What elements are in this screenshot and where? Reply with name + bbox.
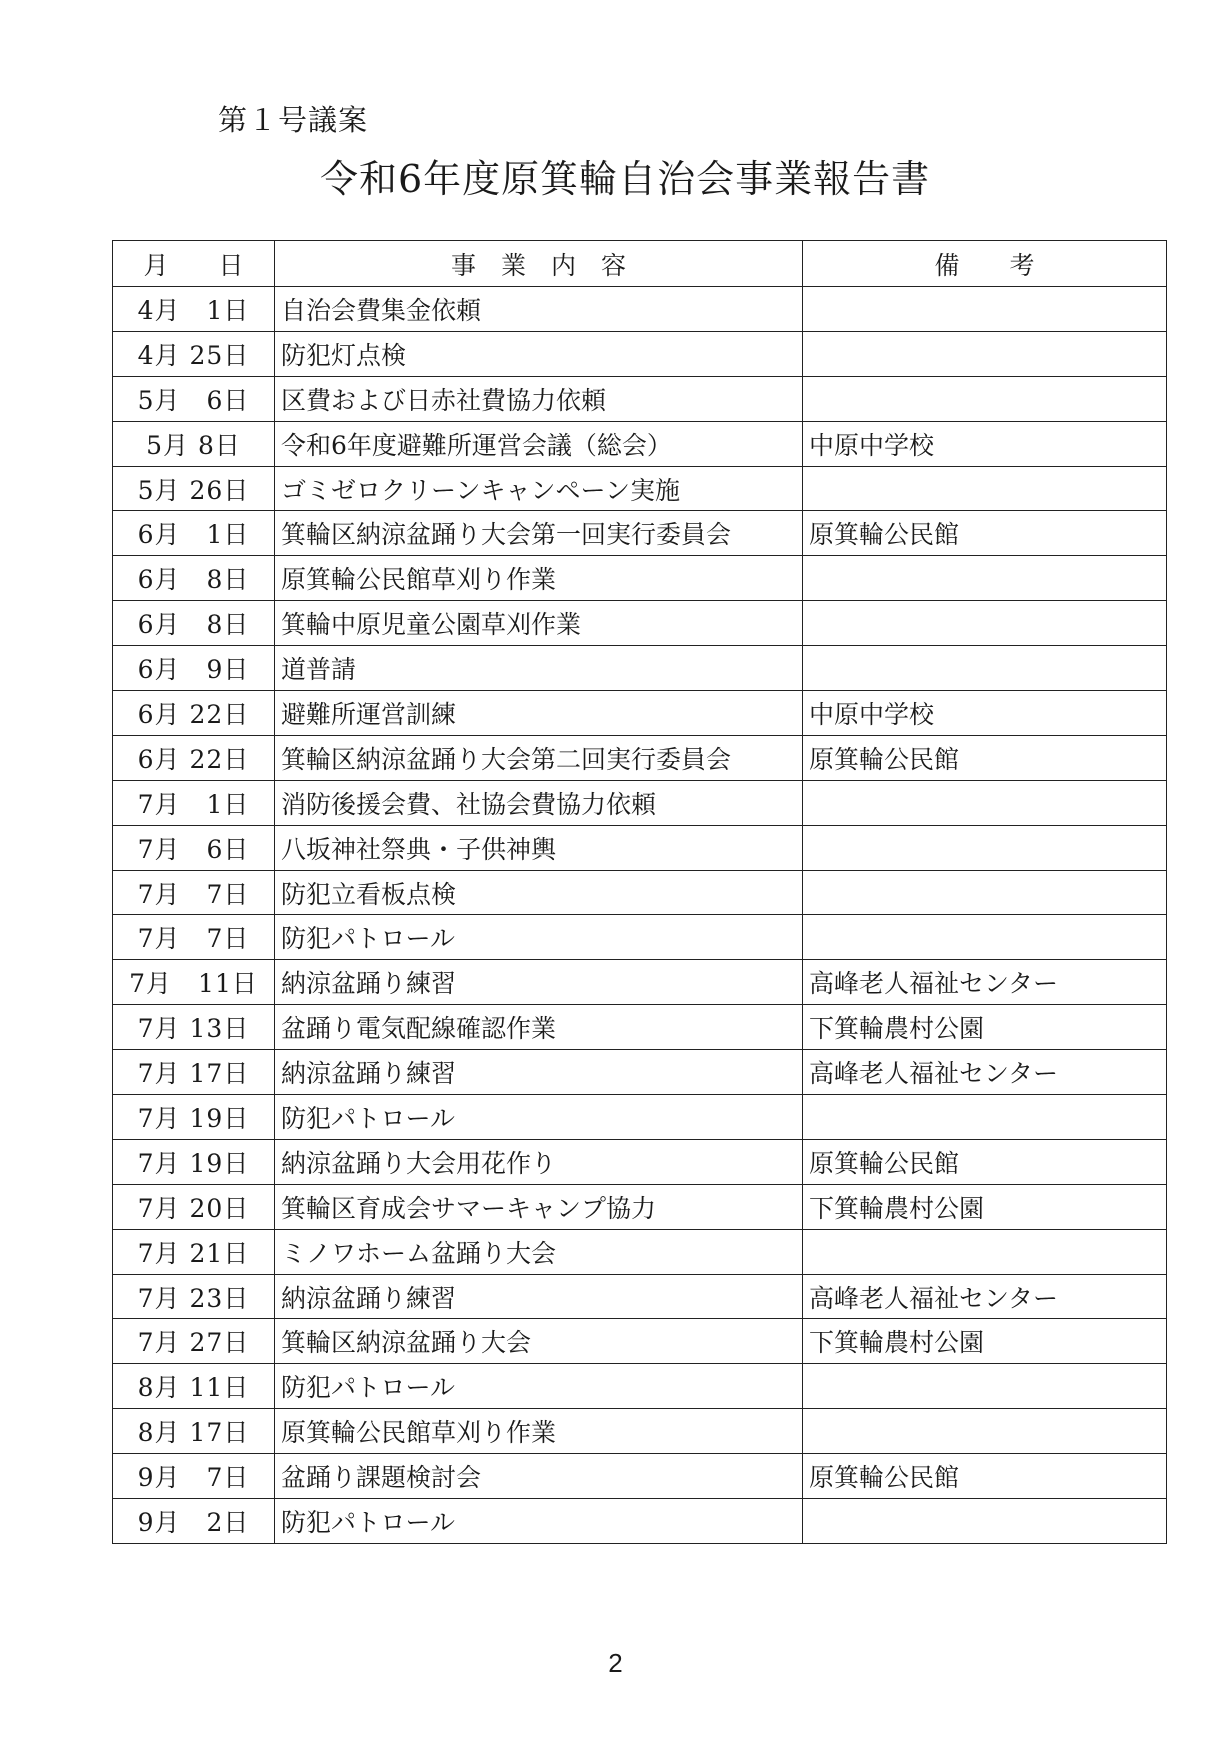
table-row bbox=[113, 421, 1167, 466]
table-row bbox=[113, 915, 1167, 960]
note-cell bbox=[803, 466, 1167, 511]
table-row bbox=[113, 1229, 1167, 1274]
content-cell: 納涼盆踊り練習 bbox=[275, 960, 803, 1005]
date-cell: 7月 1日 bbox=[113, 780, 275, 825]
note-cell bbox=[803, 331, 1167, 376]
date-cell: 5月 26日 bbox=[113, 466, 275, 511]
content-cell: 防犯パトロール bbox=[275, 915, 803, 960]
content-cell: 原箕輪公民館草刈り作業 bbox=[275, 556, 803, 601]
content-cell: 道普請 bbox=[275, 646, 803, 691]
table-row bbox=[113, 691, 1167, 736]
date-cell: 6月 1日 bbox=[113, 511, 275, 556]
note-cell bbox=[803, 1409, 1167, 1454]
table-row bbox=[113, 1005, 1167, 1050]
content-cell: 防犯灯点検 bbox=[275, 331, 803, 376]
note-cell bbox=[803, 870, 1167, 915]
note-cell: 中原中学校 bbox=[803, 421, 1167, 466]
date-cell: 7月 20日 bbox=[113, 1184, 275, 1229]
date-cell: 5月 8日 bbox=[113, 421, 275, 466]
note-cell: 下箕輪農村公園 bbox=[803, 1005, 1167, 1050]
date-cell: 6月 8日 bbox=[113, 601, 275, 646]
note-cell bbox=[803, 1364, 1167, 1409]
date-cell: 7月 13日 bbox=[113, 1005, 275, 1050]
note-cell: 原箕輪公民館 bbox=[803, 511, 1167, 556]
table-header-row bbox=[113, 241, 1167, 287]
date-cell: 6月 22日 bbox=[113, 735, 275, 780]
activity-report-table bbox=[112, 240, 1167, 1544]
content-cell: 避難所運営訓練 bbox=[275, 691, 803, 736]
document-title: 令和6年度原箕輪自治会事業報告書 bbox=[320, 157, 931, 201]
note-cell bbox=[803, 825, 1167, 870]
date-cell: 7月 19日 bbox=[113, 1095, 275, 1140]
content-cell: ミノワホーム盆踊り大会 bbox=[275, 1229, 803, 1274]
date-cell: 6月 22日 bbox=[113, 691, 275, 736]
header-note: 備 考 bbox=[803, 241, 1167, 287]
content-cell: 納涼盆踊り練習 bbox=[275, 1274, 803, 1319]
table-row bbox=[113, 780, 1167, 825]
table-row bbox=[113, 1499, 1167, 1544]
date-cell: 7月 21日 bbox=[113, 1229, 275, 1274]
content-cell: 区費および日赤社費協力依頼 bbox=[275, 376, 803, 421]
note-cell: 下箕輪農村公園 bbox=[803, 1319, 1167, 1364]
agenda-number: 第１号議案 bbox=[218, 103, 369, 137]
note-cell bbox=[803, 1229, 1167, 1274]
date-cell: 7月 23日 bbox=[113, 1274, 275, 1319]
content-cell: 令和6年度避難所運営会議（総会） bbox=[275, 421, 803, 466]
table-row bbox=[113, 1409, 1167, 1454]
table-row bbox=[113, 331, 1167, 376]
table-row bbox=[113, 1274, 1167, 1319]
table-row bbox=[113, 376, 1167, 421]
date-cell: 6月 9日 bbox=[113, 646, 275, 691]
table-row bbox=[113, 646, 1167, 691]
note-cell: 下箕輪農村公園 bbox=[803, 1184, 1167, 1229]
note-cell: 高峰老人福祉センター bbox=[803, 1274, 1167, 1319]
date-cell: 4月 1日 bbox=[113, 287, 275, 332]
note-cell: 原箕輪公民館 bbox=[803, 1139, 1167, 1184]
content-cell: ゴミゼロクリーンキャンペーン実施 bbox=[275, 466, 803, 511]
table-row bbox=[113, 1095, 1167, 1140]
content-cell: 納涼盆踊り大会用花作り bbox=[275, 1139, 803, 1184]
note-cell: 原箕輪公民館 bbox=[803, 735, 1167, 780]
content-cell: 自治会費集金依頼 bbox=[275, 287, 803, 332]
table-row bbox=[113, 1364, 1167, 1409]
content-cell: 納涼盆踊り練習 bbox=[275, 1050, 803, 1095]
content-cell: 防犯立看板点検 bbox=[275, 870, 803, 915]
content-cell: 箕輪中原児童公園草刈作業 bbox=[275, 601, 803, 646]
note-cell: 高峰老人福祉センター bbox=[803, 1050, 1167, 1095]
table-row bbox=[113, 1184, 1167, 1229]
date-cell: 8月 11日 bbox=[113, 1364, 275, 1409]
date-cell: 9月 2日 bbox=[113, 1499, 275, 1544]
content-cell: 原箕輪公民館草刈り作業 bbox=[275, 1409, 803, 1454]
content-cell: 防犯パトロール bbox=[275, 1499, 803, 1544]
date-cell: 7月 11日 bbox=[113, 960, 275, 1005]
table-row bbox=[113, 287, 1167, 332]
date-cell: 7月 7日 bbox=[113, 915, 275, 960]
note-cell bbox=[803, 915, 1167, 960]
note-cell: 高峰老人福祉センター bbox=[803, 960, 1167, 1005]
content-cell: 箕輪区納涼盆踊り大会第一回実行委員会 bbox=[275, 511, 803, 556]
table-row bbox=[113, 1319, 1167, 1364]
content-cell: 箕輪区育成会サマーキャンプ協力 bbox=[275, 1184, 803, 1229]
table-row bbox=[113, 825, 1167, 870]
content-cell: 箕輪区納涼盆踊り大会第二回実行委員会 bbox=[275, 735, 803, 780]
date-cell: 7月 6日 bbox=[113, 825, 275, 870]
table-row bbox=[113, 960, 1167, 1005]
date-cell: 7月 19日 bbox=[113, 1139, 275, 1184]
date-cell: 6月 8日 bbox=[113, 556, 275, 601]
note-cell bbox=[803, 556, 1167, 601]
date-cell: 4月 25日 bbox=[113, 331, 275, 376]
header-date: 月 日 bbox=[113, 241, 275, 287]
date-cell: 7月 17日 bbox=[113, 1050, 275, 1095]
note-cell bbox=[803, 1499, 1167, 1544]
table-row bbox=[113, 1139, 1167, 1184]
table-body bbox=[113, 287, 1167, 1544]
content-cell: 消防後援会費、社協会費協力依頼 bbox=[275, 780, 803, 825]
table-row bbox=[113, 870, 1167, 915]
note-cell bbox=[803, 646, 1167, 691]
note-cell: 中原中学校 bbox=[803, 691, 1167, 736]
date-cell: 8月 17日 bbox=[113, 1409, 275, 1454]
date-cell: 9月 7日 bbox=[113, 1454, 275, 1499]
content-cell: 盆踊り電気配線確認作業 bbox=[275, 1005, 803, 1050]
table-row bbox=[113, 601, 1167, 646]
note-cell bbox=[803, 780, 1167, 825]
table-row bbox=[113, 466, 1167, 511]
table-row bbox=[113, 735, 1167, 780]
table-row bbox=[113, 1050, 1167, 1095]
content-cell: 防犯パトロール bbox=[275, 1364, 803, 1409]
content-cell: 防犯パトロール bbox=[275, 1095, 803, 1140]
table-row bbox=[113, 556, 1167, 601]
note-cell: 原箕輪公民館 bbox=[803, 1454, 1167, 1499]
date-cell: 7月 7日 bbox=[113, 870, 275, 915]
content-cell: 盆踊り課題検討会 bbox=[275, 1454, 803, 1499]
content-cell: 八坂神社祭典・子供神輿 bbox=[275, 825, 803, 870]
note-cell bbox=[803, 376, 1167, 421]
table-row bbox=[113, 1454, 1167, 1499]
note-cell bbox=[803, 1095, 1167, 1140]
note-cell bbox=[803, 601, 1167, 646]
page-number: 2 bbox=[608, 1648, 623, 1678]
content-cell: 箕輪区納涼盆踊り大会 bbox=[275, 1319, 803, 1364]
date-cell: 5月 6日 bbox=[113, 376, 275, 421]
table-row bbox=[113, 511, 1167, 556]
note-cell bbox=[803, 287, 1167, 332]
header-content: 事 業 内 容 bbox=[275, 241, 803, 287]
date-cell: 7月 27日 bbox=[113, 1319, 275, 1364]
